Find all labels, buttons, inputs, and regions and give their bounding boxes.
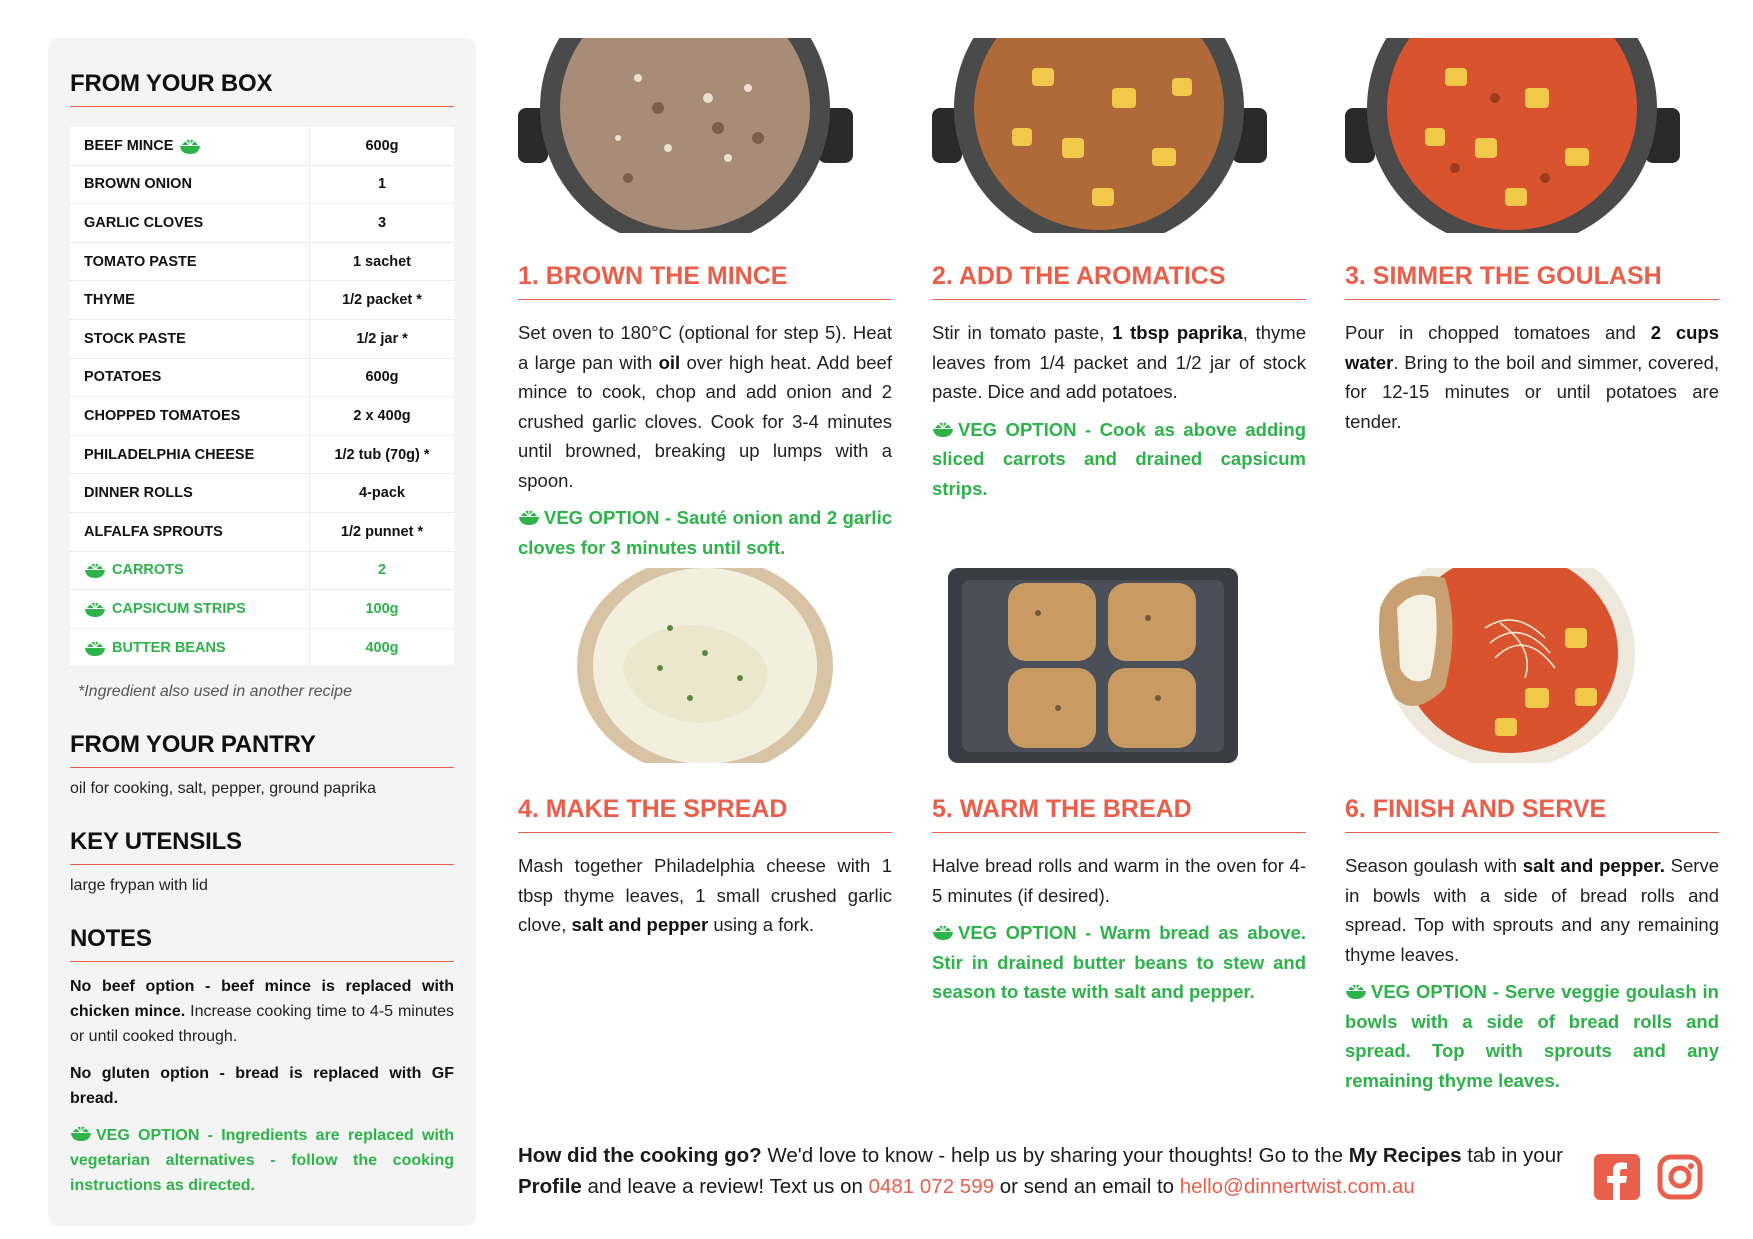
from-box-title: FROM YOUR BOX xyxy=(70,70,454,107)
step4-photo xyxy=(540,568,850,763)
ingredient-name xyxy=(70,590,310,628)
ingredient-qty: 2 x 400g xyxy=(353,407,411,424)
ingredient-qty: 1/2 jar * xyxy=(356,330,408,347)
step4-title: 4. MAKE THE SPREAD xyxy=(518,795,892,833)
ingredient-name-label: BROWN ONION xyxy=(84,176,192,193)
email-link[interactable]: hello@dinnertwist.com.au xyxy=(1179,1175,1415,1198)
step3-photo xyxy=(1345,38,1680,233)
step3-title: 3. SIMMER THE GOULASH xyxy=(1345,262,1719,300)
step1-title: 1. BROWN THE MINCE xyxy=(518,262,892,300)
ingredient-name xyxy=(70,166,310,204)
ingredient-qty: 1/2 packet * xyxy=(342,292,422,309)
phone-link[interactable]: 0481 072 599 xyxy=(868,1175,994,1198)
feedback-text: How did the cooking go? We'd love to know - help us by sharing your thoughts! Go to the My Recipes tab in your Profile and leave a review! Text us on 0481 072 599 or send an email to hello@dinnertwist.com.au xyxy=(518,1144,1563,1198)
step6-text: Season goulash with salt and pepper. Serve in bowls with a side of bread rolls and spread. Top with sprouts and any remaining thyme leaves. VEG OPTION - Serve veggie goulash in bowls with a side of bread rolls and spread. Top with sprouts and any remaining thyme leaves. xyxy=(1345,851,1719,1095)
ingredient-name xyxy=(70,204,310,242)
step6-veg-option: VEG OPTION - Serve veggie goulash in bowls with a side of bread rolls and spread. Top with sprouts and any remaining thyme leaves. xyxy=(1345,981,1719,1091)
ingredient-name-label: CHOPPED TOMATOES xyxy=(84,407,241,424)
pantry-text: oil for cooking, salt, pepper, ground paprika xyxy=(70,780,376,798)
ingredient-name-label: BEEF MINCE xyxy=(84,137,174,154)
facebook-icon[interactable] xyxy=(1594,1154,1640,1200)
ingredient-name-label: CARROTS xyxy=(112,562,184,579)
ingredient-name-label: POTATOES xyxy=(84,369,162,386)
ingredient-qty: 2 xyxy=(377,562,387,579)
ingredient-name xyxy=(70,397,310,435)
step2-title: 2. ADD THE AROMATICS xyxy=(932,262,1306,300)
leaf-icon xyxy=(84,638,106,658)
ingredient-footnote: *Ingredient also used in another recipe xyxy=(78,683,352,701)
step5-title: 5. WARM THE BREAD xyxy=(932,795,1306,833)
ingredient-qty: 1/2 punnet * xyxy=(340,523,424,540)
ingredient-qty: 100g xyxy=(365,600,399,617)
ingredient-name-label: DINNER ROLLS xyxy=(84,485,193,502)
ingredient-name-label: TOMATO PASTE xyxy=(84,253,197,270)
ingredient-qty: 600g xyxy=(365,137,399,154)
ingredient-name-label: CAPSICUM STRIPS xyxy=(112,600,246,617)
instagram-icon[interactable] xyxy=(1657,1154,1703,1200)
ingredient-name-label: ALFALFA SPROUTS xyxy=(84,523,223,540)
step1-veg-option: VEG OPTION - Sauté onion and 2 garlic cloves for 3 minutes until soft. xyxy=(518,507,892,558)
step5-text: Halve bread rolls and warm in the oven for 4-5 minutes (if desired). VEG OPTION - Warm bread as above. Stir in drained butter beans to stew and season to taste with salt and pepper. xyxy=(932,851,1306,1007)
step2-text: Stir in tomato paste, 1 tbsp paprika, thyme leaves from 1/4 packet and 1/2 jar of stock paste. Dice and add potatoes. VEG OPTION - Cook as above adding sliced carrots and drained capsicum strips. xyxy=(932,318,1306,503)
ingredients-table xyxy=(70,127,454,667)
step4-text: Mash together Philadelphia cheese with 1 tbsp thyme leaves, 1 small crushed garlic clove, salt and pepper using a fork. xyxy=(518,855,892,935)
note-beef: No beef option - beef mince is replaced with chicken mince. Increase cooking time to 4-5 minutes or until cooked through. xyxy=(70,978,455,1046)
ingredient-row xyxy=(70,436,454,475)
leaf-icon xyxy=(1345,981,1367,1001)
ingredient-row xyxy=(70,474,454,513)
ingredient-qty: 1 sachet xyxy=(352,253,412,270)
step5-veg-option: VEG OPTION - Warm bread as above. Stir in drained butter beans to stew and season to taste with salt and pepper. xyxy=(932,922,1306,1002)
ingredient-qty: 4-pack xyxy=(359,485,405,502)
step6-title: 6. FINISH AND SERVE xyxy=(1345,795,1719,833)
ingredient-name xyxy=(70,474,310,512)
leaf-icon xyxy=(932,922,954,942)
ingredient-row xyxy=(70,166,454,205)
ingredient-qty: 3 xyxy=(377,214,387,231)
ingredient-name xyxy=(70,629,310,667)
step3-text: Pour in chopped tomatoes and 2 cups water. Bring to the boil and simmer, covered, for 12-15 minutes or until potatoes are tender. xyxy=(1345,322,1720,432)
note-veg: VEG OPTION - Ingredients are replaced with vegetarian alternatives - follow the cooking instructions as directed. xyxy=(70,1123,454,1198)
leaf-icon xyxy=(70,1123,92,1143)
ingredients-sidebar xyxy=(48,38,476,1226)
ingredient-name xyxy=(70,281,310,319)
ingredient-qty: 1/2 tub (70g) * xyxy=(334,446,430,463)
note-gluten: No gluten option - bread is replaced with GF bread. xyxy=(70,1065,454,1108)
step6-photo xyxy=(1375,568,1635,763)
ingredient-name-label: BUTTER BEANS xyxy=(112,639,226,656)
ingredient-row xyxy=(70,320,454,359)
ingredient-row xyxy=(70,513,454,552)
pantry-title: FROM YOUR PANTRY xyxy=(70,731,454,768)
leaf-icon xyxy=(84,599,106,619)
ingredient-name xyxy=(70,320,310,358)
ingredient-name xyxy=(70,127,310,165)
leaf-icon xyxy=(518,507,540,527)
step2-photo xyxy=(932,38,1267,233)
ingredient-name-label: PHILADELPHIA CHEESE xyxy=(84,446,255,463)
ingredient-row xyxy=(70,204,454,243)
ingredient-name xyxy=(70,359,310,397)
ingredient-qty: 1 xyxy=(377,176,387,193)
ingredient-row xyxy=(70,397,454,436)
notes-title: NOTES xyxy=(70,925,454,962)
step1-text: Set oven to 180°C (optional for step 5). Heat a large pan with oil over high heat. Add beef mince to cook, chop and add onion and 2 crushed garlic cloves. Cook for 3-4 minutes until browned, breaking up lumps with a spoon. VEG OPTION - Sauté onion and 2 garlic cloves for 3 minutes until soft. xyxy=(518,318,892,562)
utensils-text: large frypan with lid xyxy=(70,877,208,895)
step5-photo xyxy=(948,568,1238,763)
step2-veg-option: VEG OPTION - Cook as above adding sliced carrots and drained capsicum strips. xyxy=(932,418,1306,499)
ingredient-qty: 600g xyxy=(365,369,399,386)
ingredient-row xyxy=(70,552,454,591)
ingredient-name xyxy=(70,513,310,551)
ingredient-name-label: THYME xyxy=(84,292,135,309)
leaf-icon xyxy=(932,419,954,439)
ingredient-name-label: GARLIC CLOVES xyxy=(84,214,204,231)
utensils-title: KEY UTENSILS xyxy=(70,828,454,865)
step1-photo xyxy=(518,38,853,233)
ingredient-name xyxy=(70,436,310,474)
ingredient-row xyxy=(70,359,454,398)
leaf-icon xyxy=(179,136,201,156)
ingredient-qty: 400g xyxy=(365,639,399,656)
ingredient-name xyxy=(70,243,310,281)
ingredient-row xyxy=(70,243,454,282)
ingredient-name xyxy=(70,552,310,590)
ingredient-row xyxy=(70,590,454,629)
ingredient-row xyxy=(70,127,454,166)
ingredient-name-label: STOCK PASTE xyxy=(84,330,186,347)
ingredient-row xyxy=(70,629,454,668)
leaf-icon xyxy=(84,560,106,580)
ingredient-row xyxy=(70,281,454,320)
